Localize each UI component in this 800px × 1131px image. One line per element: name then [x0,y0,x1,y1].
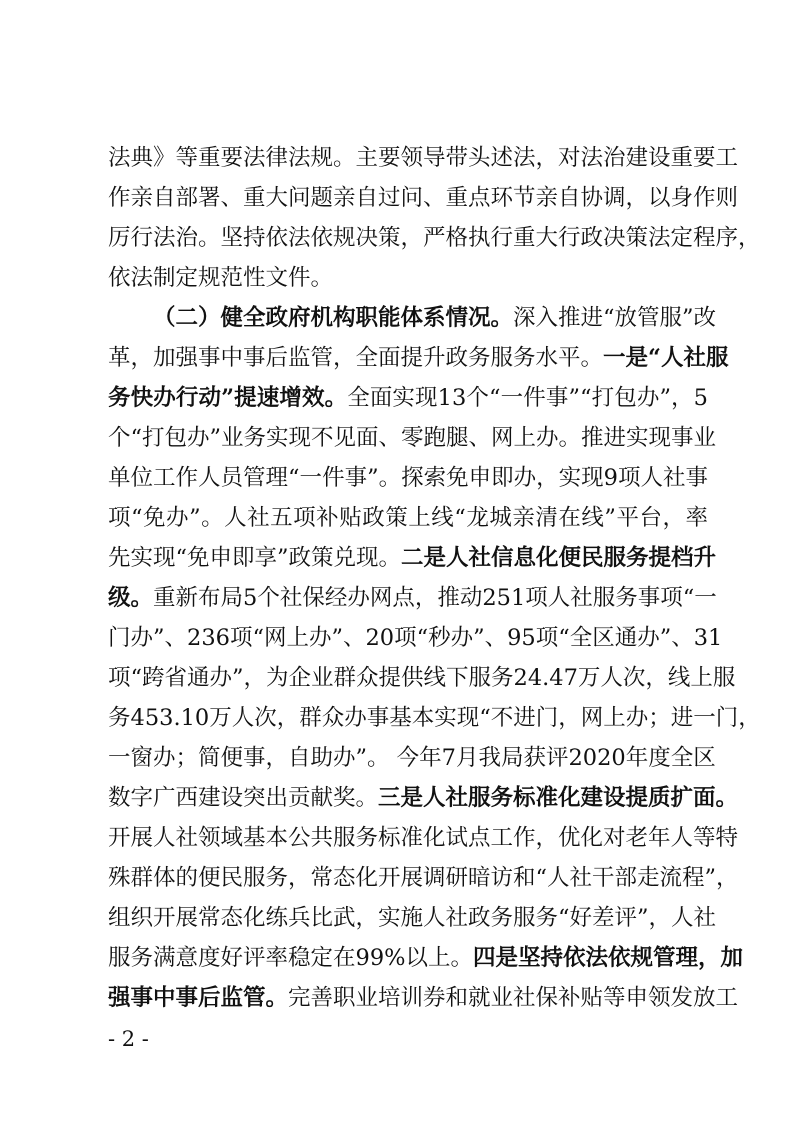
text-line [108,178,739,218]
text-line [108,378,708,418]
text-segment: 组织开展常态化练兵比武，实施人社政务服务“好差评”，人社 [108,905,717,931]
text-segment: 个“打包办”业务实现不见面、零跑腿、网上办。推进实现事业 [108,425,717,451]
text-line [108,458,708,498]
text-line [108,898,717,938]
bold-text-segment: 级。 [108,585,154,611]
text-segment: 一窗办；简便事，自助办”。 今年7月我局获评2020年度全区 [108,745,716,771]
text-line [108,658,736,698]
bold-text-segment: （二）健全政府机构职能体系情况。 [153,305,514,331]
text-segment: 作亲自部署、重大问题亲自过问、重点环节亲自协调，以身作则 [108,185,739,211]
text-segment: 务453.10万人次，群众办事基本实现“不进门，网上办；进一门， [108,705,761,731]
bold-text-segment: 强事中事后监管。 [108,985,289,1011]
text-line [108,938,744,978]
text-segment: 数字广西建设突出贡献奖。 [108,785,379,811]
text-segment: 厉行法治。坚持依法依规决策，严格执行重大行政决策法定程序， [108,225,761,251]
text-segment: 门办”、236项“网上办”、20项“秒办”、95项“全区通办”、31 [108,625,723,651]
text-line [108,138,739,178]
bold-text-segment: 四是坚持依法依规管理，加 [473,945,744,971]
text-line [108,818,739,858]
text-line [108,578,717,618]
text-line [108,218,761,258]
text-segment: 单位工作人员管理“一件事”。探索免申即办，实现9项人社事 [108,465,708,491]
text-line [108,978,739,1018]
text-line [108,858,739,898]
text-line [108,538,717,578]
page-number: - 2 - [108,1027,149,1051]
body-text [108,138,761,1018]
text-line [108,298,717,338]
text-line [108,498,708,538]
text-line [108,338,729,378]
text-line [108,258,708,298]
bold-text-segment: 二是人社信息化便民服务提档升 [401,545,717,571]
text-line [108,698,761,738]
text-segment: 项“免办”。人社五项补贴政策上线“龙城亲清在线”平台，率 [108,505,708,531]
bold-text-segment: 务快办行动”提速增效。 [108,385,348,411]
text-segment: 开展人社领域基本公共服务标准化试点工作，优化对老年人等特 [108,825,739,851]
text-segment: 项“跨省通办”，为企业群众提供线下服务24.47万人次，线上服 [108,665,736,691]
text-segment: 革，加强事中事后监管，全面提升政务服务水平。 [108,345,604,371]
text-line [108,618,723,658]
text-segment: 法典》等重要法律法规。主要领导带头述法，对法治建设重要工 [108,145,739,171]
text-segment: 服务满意度好评率稳定在99%以上。 [108,945,474,971]
bold-text-segment: 一是“人社服 [603,345,729,371]
text-line [108,778,739,818]
text-segment: 先实现“免申即享”政策兑现。 [108,545,402,571]
text-segment: 深入推进“放管服”改 [513,305,717,331]
text-segment: 完善职业培训券和就业社保补贴等申领发放工 [288,985,739,1011]
text-segment: 依法制定规范性文件。 [108,265,334,291]
text-segment: 重新布局5个社保经办网点，推动251项人社服务事项“一 [153,585,717,611]
text-segment: 全面实现13个“一件事”“打包办”，5 [347,385,708,411]
text-segment: 殊群体的便民服务，常态化开展调研暗访和“人社干部走流程”， [108,865,739,891]
text-line [108,738,716,778]
text-line [108,418,717,458]
bold-text-segment: 三是人社服务标准化建设提质扩面。 [378,785,739,811]
